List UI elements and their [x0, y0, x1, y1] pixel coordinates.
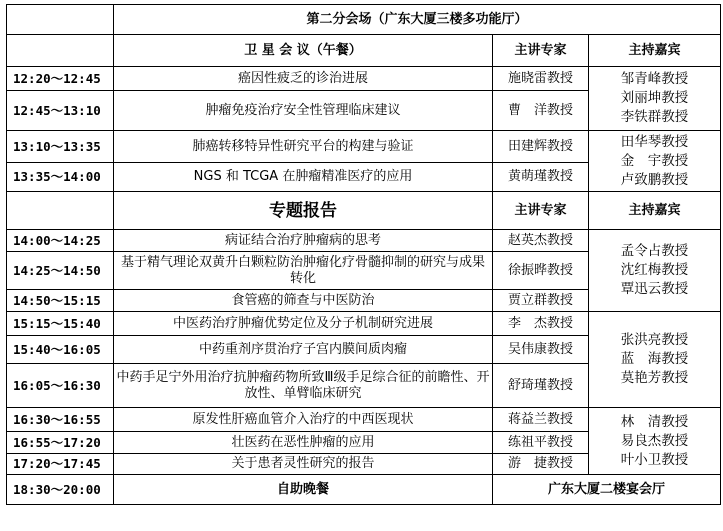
- blank-cell: [7, 5, 114, 35]
- time-cell: 15:15～15:40: [7, 312, 114, 336]
- host-name: 张洪亮教授: [620, 332, 689, 348]
- speaker-cell: 游 捷教授: [493, 454, 589, 475]
- speaker-cell: 舒琦瑾教授: [493, 364, 589, 408]
- topic-cell: 关于患者灵性研究的报告: [114, 454, 493, 475]
- speaker-header: 主讲专家: [493, 35, 589, 67]
- blank-cell: [7, 192, 114, 230]
- time-cell: 18:30～20:00: [7, 475, 114, 505]
- host-name: 金 宇教授: [620, 152, 689, 169]
- time-cell: 12:20～12:45: [7, 67, 114, 91]
- host-header: 主持嘉宾: [589, 35, 721, 67]
- time-cell: 16:55～17:20: [7, 432, 114, 454]
- host-cell: [589, 408, 721, 475]
- topic-cell: 食管癌的筛查与中医防治: [114, 290, 493, 312]
- topic-cell: 中药手足宁外用治疗抗肿瘤药物所致Ⅲ级手足综合征的前瞻性、开放性、单臂临床研究: [114, 364, 493, 408]
- schedule-table: [6, 4, 721, 505]
- topic-cell: 中药重剂序贯治疗子宫内膜间质肉瘤: [114, 336, 493, 364]
- host-name: 李铁群教授: [620, 109, 689, 125]
- host-name: 卢致鹏教授: [620, 171, 689, 188]
- host-name: 田华琴教授: [620, 133, 689, 150]
- time-cell: 16:05～16:30: [7, 364, 114, 408]
- host-cell: [589, 230, 721, 312]
- speaker-cell: 李 杰教授: [493, 312, 589, 336]
- host-name: 邹青峰教授: [620, 71, 689, 87]
- topic-cell: 原发性肝癌血管介入治疗的中西医现状: [114, 408, 493, 432]
- host-name: 林 清教授: [620, 413, 689, 430]
- host-name: 蓝 海教授: [620, 351, 689, 367]
- host-name: 莫艳芳教授: [620, 370, 689, 386]
- topic-cell: 癌因性疲乏的诊治进展: [114, 67, 493, 91]
- session-title: 第二分会场（广东大厦三楼多功能厅）: [114, 5, 721, 35]
- time-cell: 14:00～14:25: [7, 230, 114, 252]
- speaker-header: 主讲专家: [493, 192, 589, 230]
- dinner-venue: 广东大厦二楼宴会厅: [493, 475, 721, 505]
- host-name: 沈红梅教授: [620, 262, 689, 278]
- host-cell: [589, 131, 721, 192]
- speaker-cell: 贾立群教授: [493, 290, 589, 312]
- time-cell: 15:40～16:05: [7, 336, 114, 364]
- speaker-cell: 田建辉教授: [493, 131, 589, 163]
- satellite-title: 卫 星 会 议（午餐）: [114, 35, 493, 67]
- host-cell: [589, 312, 721, 408]
- time-cell: 17:20～17:45: [7, 454, 114, 475]
- speaker-cell: 黄萌瑾教授: [493, 163, 589, 192]
- blank-cell: [7, 35, 114, 67]
- host-name: 叶小卫教授: [620, 451, 689, 468]
- topic-cell: 病证结合治疗肿瘤病的思考: [114, 230, 493, 252]
- speaker-cell: 蒋益兰教授: [493, 408, 589, 432]
- time-cell: 14:50～15:15: [7, 290, 114, 312]
- special-title: 专题报告: [114, 192, 493, 230]
- topic-cell: 壮医药在恶性肿瘤的应用: [114, 432, 493, 454]
- time-cell: 13:35～14:00: [7, 163, 114, 192]
- speaker-cell: 徐振晔教授: [493, 252, 589, 290]
- speaker-cell: 吴伟康教授: [493, 336, 589, 364]
- time-cell: 12:45～13:10: [7, 91, 114, 131]
- speaker-cell: 施晓雷教授: [493, 67, 589, 91]
- host-name: 易良杰教授: [620, 432, 689, 449]
- time-cell: 16:30～16:55: [7, 408, 114, 432]
- speaker-cell: 练祖平教授: [493, 432, 589, 454]
- host-cell: [589, 67, 721, 131]
- host-name: 刘丽坤教授: [620, 90, 689, 106]
- host-name: 覃迅云教授: [620, 281, 689, 297]
- time-cell: 13:10～13:35: [7, 131, 114, 163]
- host-header: 主持嘉宾: [589, 192, 721, 230]
- topic-cell: 基于精气理论双黄升白颗粒防治肿瘤化疗骨髓抑制的研究与成果转化: [114, 252, 493, 290]
- speaker-cell: 赵英杰教授: [493, 230, 589, 252]
- speaker-cell: 曹 洋教授: [493, 91, 589, 131]
- topic-cell: 肺癌转移特异性研究平台的构建与验证: [114, 131, 493, 163]
- topic-cell: 肿瘤免疫治疗安全性管理临床建议: [114, 91, 493, 131]
- time-cell: 14:25～14:50: [7, 252, 114, 290]
- dinner-title: 自助晚餐: [114, 475, 493, 505]
- topic-cell: NGS 和 TCGA 在肿瘤精准医疗的应用: [114, 163, 493, 192]
- topic-cell: 中医药治疗肿瘤优势定位及分子机制研究进展: [114, 312, 493, 336]
- host-name: 孟令占教授: [620, 243, 689, 259]
